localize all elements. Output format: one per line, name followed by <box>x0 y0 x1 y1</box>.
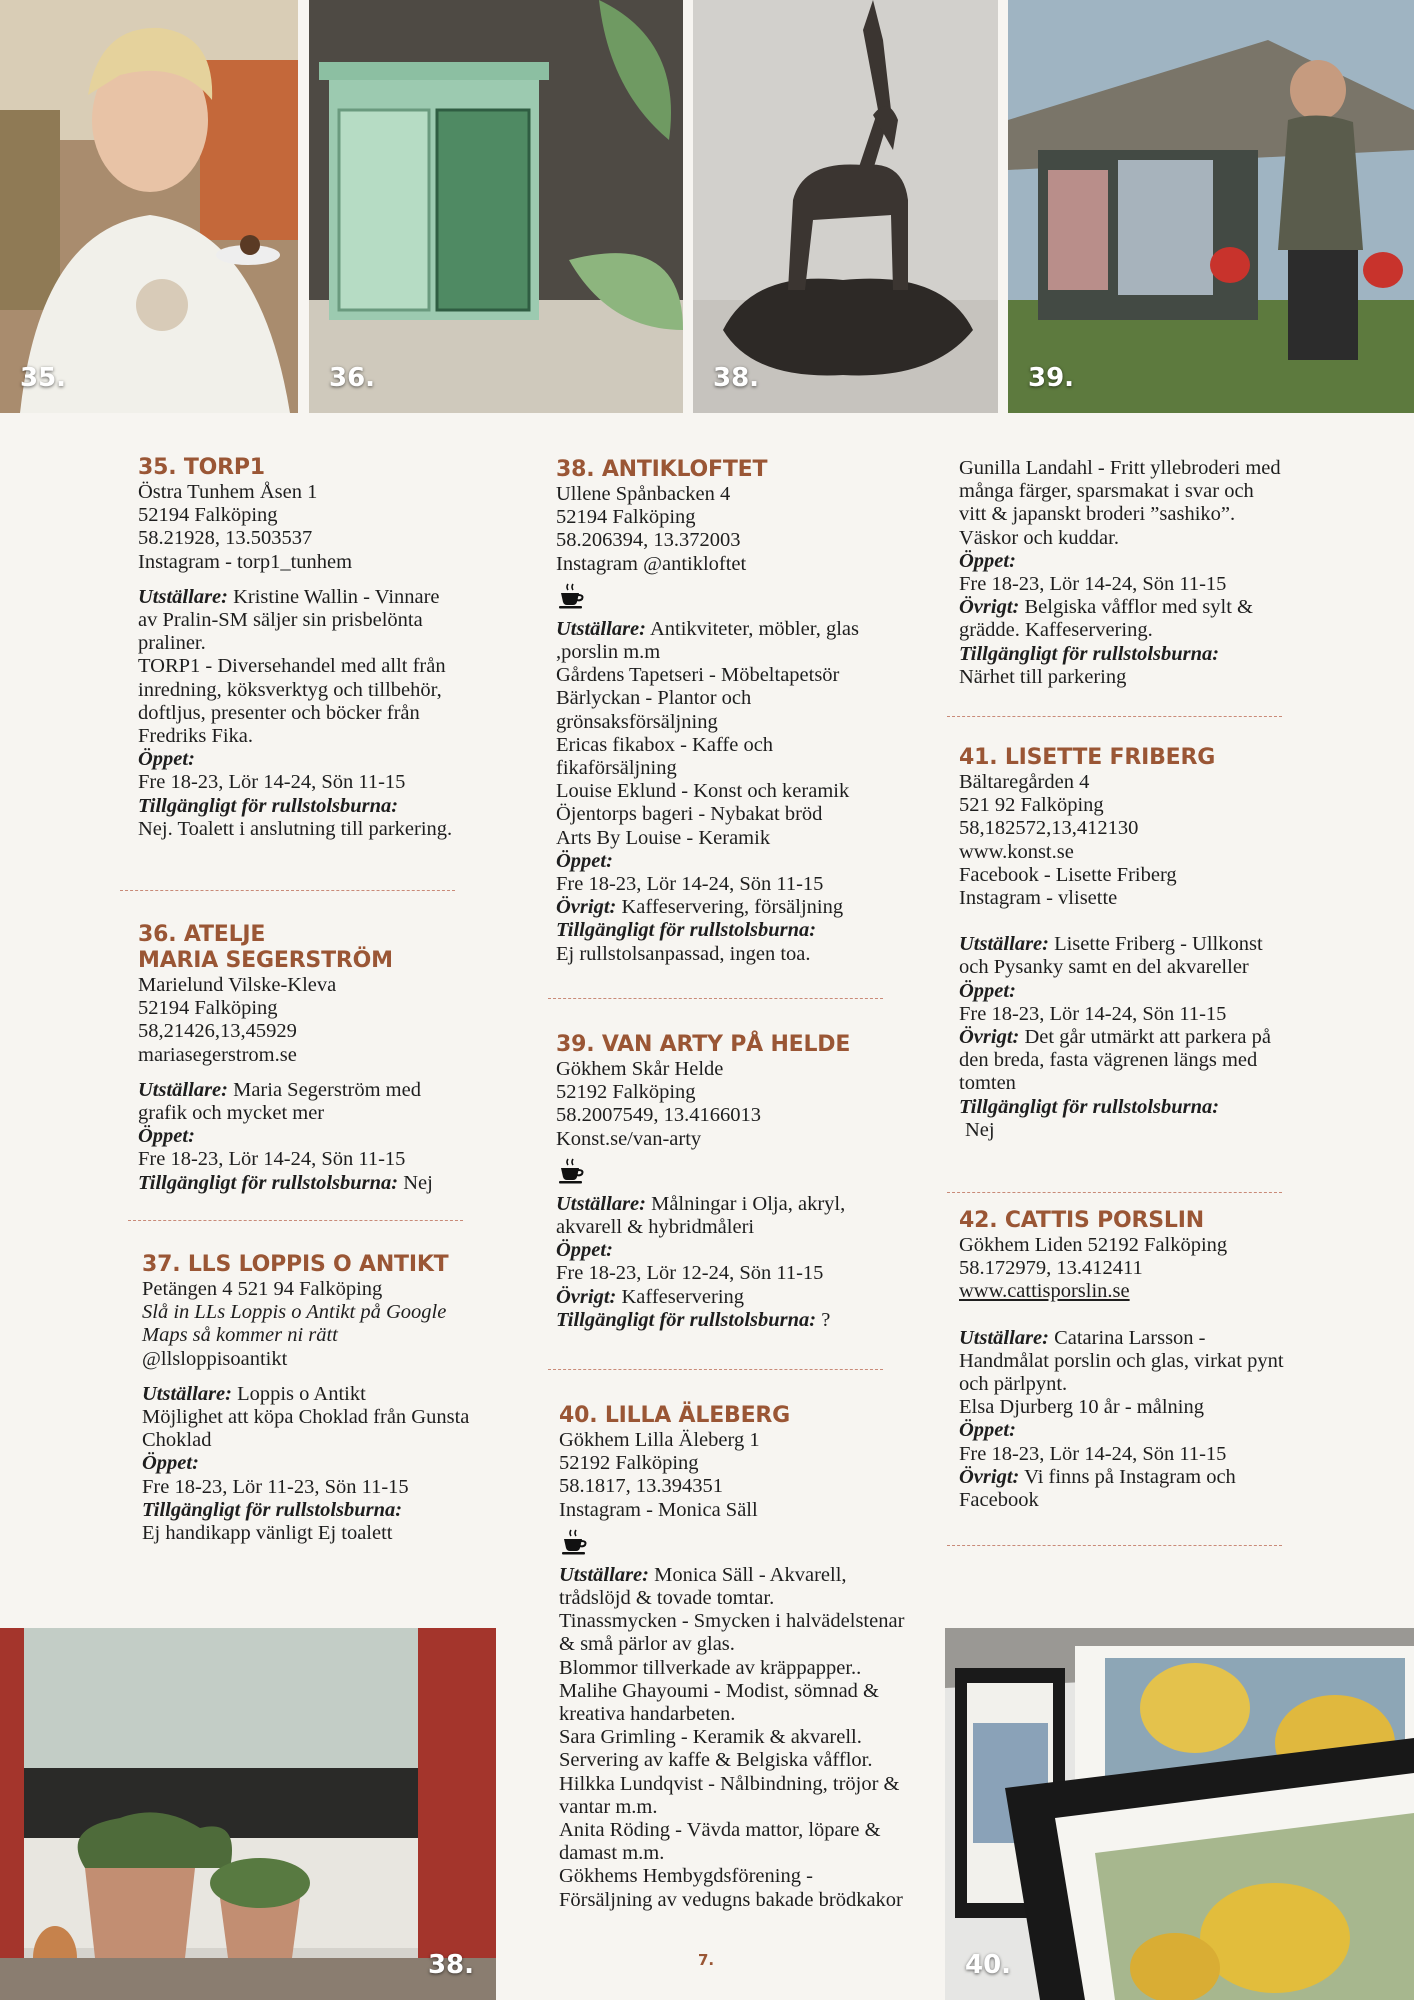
entry-title-line-2: MARIA SEGERSTRÖM <box>138 948 393 973</box>
entry-title: 40. LILLA ÄLEBERG <box>559 1403 791 1428</box>
label-wheelchair: Tillgängligt för rullstolsburna: <box>959 642 1220 665</box>
divider <box>128 1220 463 1221</box>
column-2-b <box>556 1032 896 1332</box>
address-line: 52192 Falköping <box>559 1452 699 1475</box>
divider <box>947 716 1282 717</box>
photo-38-window-cat <box>0 1628 496 2000</box>
divider <box>947 1192 1282 1193</box>
social-link: Facebook - Lisette Friberg <box>959 863 1177 886</box>
extra-text: Blommor tillverkade av kräppapper.. <box>559 1656 862 1679</box>
extra-text: Ericas fikabox - Kaffe och fikaförsäljning <box>556 733 774 780</box>
extra-text: Elsa Djurberg 10 år - målning <box>959 1396 1204 1419</box>
other-info: Övrigt: Vi finns på Instagram och Facebook <box>959 1465 1236 1512</box>
wheelchair-info: Ej handikapp vänligt Ej toalett <box>142 1522 393 1545</box>
wheelchair-info: Nej <box>965 1118 995 1141</box>
divider <box>120 890 455 891</box>
entry-42 <box>959 1208 1284 1512</box>
website: www.konst.se <box>959 840 1074 863</box>
entry-40-continued <box>959 457 1284 689</box>
social-link: Instagram @antikloftet <box>556 552 747 575</box>
label-open: Öppet: <box>959 549 1016 572</box>
page-number: 7. <box>698 1951 715 1969</box>
opening-hours: Fre 18-23, Lör 11-23, Sön 11-15 <box>142 1475 409 1498</box>
label-exhibitor: Utställare: <box>138 585 228 608</box>
coordinates: 58.172979, 13.412411 <box>959 1257 1143 1280</box>
opening-hours: Fre 18-23, Lör 14-24, Sön 11-15 <box>556 873 824 896</box>
address-line: Petängen 4 521 94 Falköping <box>142 1278 383 1300</box>
entry-37 <box>142 1252 472 1545</box>
column-2-c <box>559 1403 909 1912</box>
entry-36 <box>138 922 468 1195</box>
column-1 <box>138 455 458 841</box>
address-line: 52194 Falköping <box>138 997 278 1020</box>
coordinates: 58.2007549, 13.4166013 <box>556 1104 761 1127</box>
extra-text: Arts By Louise - Keramik <box>556 826 771 849</box>
exhibitor-text: Utställare: Lisette Friberg - Ullkonst och Pysanky samt en del akvareller <box>959 933 1263 979</box>
address-line: Gökhem Skår Helde <box>556 1058 724 1080</box>
column-2 <box>556 457 896 966</box>
photo-number: 38. <box>427 1950 474 1980</box>
address-line: Marielund Vilske-Kleva <box>138 974 337 996</box>
column-1-c <box>142 1252 472 1545</box>
extra-text: Hilkka Lundqvist - Nålbindning, tröjor & vantar m.m. <box>559 1772 900 1818</box>
label-open: Öppet: <box>138 1125 195 1148</box>
address-line: Bältaregården 4 <box>959 771 1090 793</box>
opening-hours: Fre 18-23, Lör 14-24, Sön 11-15 <box>959 1442 1227 1465</box>
photo-number: 39. <box>1028 363 1075 393</box>
entry-title: 38. ANTIKLOFTET <box>556 457 768 482</box>
entry-40 <box>559 1403 909 1912</box>
maps-note: Slå in LLs Loppis o Antikt på Google Maps så kommer ni rätt <box>142 1301 447 1347</box>
coffee-cup-icon <box>558 1157 586 1185</box>
divider <box>947 1545 1282 1546</box>
entry-title: 42. CATTIS PORSLIN <box>959 1208 1204 1233</box>
entry-title: 41. LISETTE FRIBERG <box>959 745 1216 770</box>
extra-text: Servering av kaffe & Belgiska våfflor. <box>559 1749 873 1772</box>
exhibitor-text: Utställare: Monica Säll - Akvarell, trådslöjd & tovade tomtar. <box>559 1563 847 1610</box>
opening-hours: Fre 18-23, Lör 14-24, Sön 11-15 <box>959 573 1227 596</box>
exhibitor-text: Utställare: Kristine Wallin - Vinnare av Pralin-SM säljer sin prisbelönta praliner. <box>138 585 440 655</box>
column-3-b <box>959 745 1284 1142</box>
coordinates: 58.21928, 13.503537 <box>138 527 313 550</box>
extra-text: TORP1 - Diversehandel med allt från inredning, köksverktyg och tillbehör, doftljus, presenter och böcker från Fredriks Fika. <box>138 655 446 748</box>
divider <box>548 998 883 999</box>
photo-number: 40. <box>965 1950 1012 1980</box>
exhibitor-text: Utställare: Catarina Larsson - Handmålat porslin och glas, virkat pynt och pärlpynt. <box>959 1326 1284 1396</box>
divider <box>548 1369 883 1370</box>
extra-text: Bärlyckan - Plantor och grönsaksförsäljning <box>556 687 752 733</box>
entry-title: 39. VAN ARTY PÅ HELDE <box>556 1032 851 1057</box>
other-info: Övrigt: Belgiska våfflor med sylt & grädde. Kaffeservering. <box>959 596 1253 642</box>
opening-hours: Fre 18-23, Lör 14-24, Sön 11-15 <box>959 1002 1227 1025</box>
coordinates: 58,182572,13,412130 <box>959 817 1139 840</box>
exhibitor-text: Utställare: Antikviteter, möbler, glas ,porslin m.m <box>556 617 859 664</box>
column-3-c <box>959 1208 1284 1512</box>
label-wheelchair: Tillgängligt för rullstolsburna: <box>142 1498 403 1521</box>
extra-text: Anita Röding - Vävda mattor, löpare & damast m.m. <box>559 1819 881 1865</box>
extra-text: Möjlighet att köpa Choklad från Gunsta Choklad <box>142 1406 470 1452</box>
extra-text: Gunilla Landahl - Fritt yllebroderi med många färger, sparsmakat i svar och vitt & japanskt broderi ”sashiko”. Väskor och kuddar. <box>959 457 1281 549</box>
extra-text: Tinassmycken - Smycken i halvädelstenar & små pärlor av glas. <box>559 1610 905 1656</box>
wheelchair-info: Tillgängligt för rullstolsburna: ? <box>556 1308 831 1331</box>
website-link[interactable]: www.cattisporslin.se <box>959 1280 1130 1303</box>
entry-39 <box>556 1032 896 1332</box>
photo-39-greenhouse-artist <box>1008 0 1414 413</box>
photo-35-chocolatier <box>0 0 298 413</box>
label-open: Öppet: <box>556 1239 613 1262</box>
label-open: Öppet: <box>959 1419 1016 1442</box>
address-line: 52194 Falköping <box>556 506 696 529</box>
entry-35 <box>138 455 458 841</box>
entry-title: 37. LLS LOPPIS O ANTIKT <box>142 1252 449 1277</box>
social-link: Instagram - vlisette <box>959 887 1118 910</box>
wheelchair-info: Närhet till parkering <box>959 665 1127 688</box>
label-open: Öppet: <box>959 979 1016 1002</box>
address-line: Östra Tunhem Åsen 1 <box>138 481 318 503</box>
coordinates: 58.1817, 13.394351 <box>559 1475 723 1498</box>
social-link: Instagram - torp1_tunhem <box>138 550 353 573</box>
exhibitor-text: Utställare: Loppis o Antikt <box>142 1382 366 1405</box>
address-line: 52192 Falköping <box>556 1081 696 1104</box>
coffee-cup-icon <box>561 1528 589 1556</box>
label-wheelchair: Tillgängligt för rullstolsburna: <box>138 794 399 817</box>
address-line: 521 92 Falköping <box>959 794 1104 817</box>
entry-title: 35. TORP1 <box>138 455 265 480</box>
entry-title: 36. ATELJE <box>138 922 266 947</box>
column-1-b <box>138 922 468 1195</box>
address-line: Gökhem Lilla Äleberg 1 <box>559 1429 760 1451</box>
label-open: Öppet: <box>138 748 195 771</box>
photo-number: 36. <box>329 363 376 393</box>
wheelchair-info: Ej rullstolsanpassad, ingen toa. <box>556 942 811 965</box>
label-wheelchair: Tillgängligt för rullstolsburna: <box>959 1095 1220 1118</box>
opening-hours: Fre 18-23, Lör 14-24, Sön 11-15 <box>138 771 406 794</box>
other-info: Övrigt: Det går utmärkt att parkera på den breda, fasta vägrenen längs med tomten <box>959 1026 1271 1095</box>
social-link: Instagram - Monica Säll <box>559 1498 758 1521</box>
photo-38-deer-sculpture <box>693 0 998 413</box>
label-open: Öppet: <box>142 1452 199 1475</box>
coordinates: 58.206394, 13.372003 <box>556 529 741 552</box>
exhibitor-text: Utställare: Målningar i Olja, akryl, akvarell & hybridmåleri <box>556 1192 846 1239</box>
wheelchair-info: Tillgängligt för rullstolsburna: Nej <box>138 1171 433 1194</box>
photo-36-painted-cabinet <box>309 0 683 413</box>
opening-hours: Fre 18-23, Lör 14-24, Sön 11-15 <box>138 1148 406 1171</box>
label-wheelchair: Tillgängligt för rullstolsburna: <box>556 919 817 942</box>
other-info: Övrigt: Kaffeservering <box>556 1285 745 1308</box>
label-open: Öppet: <box>556 849 613 872</box>
address-line: Ullene Spånbacken 4 <box>556 483 731 505</box>
coordinates: 58,21426,13,45929 <box>138 1020 297 1043</box>
photo-number: 35. <box>20 363 67 393</box>
extra-text: Louise Eklund - Konst och keramik <box>556 780 850 803</box>
social-link: @llsloppisoantikt <box>142 1347 288 1370</box>
entry-41 <box>959 745 1284 1142</box>
coffee-cup-icon <box>558 582 586 610</box>
website: Konst.se/van-arty <box>556 1127 702 1150</box>
address-line: 52194 Falköping <box>138 504 278 527</box>
column-3 <box>959 457 1284 689</box>
extra-text: Gökhems Hembygdsförening - Försäljning av vedugns bakade brödkakor <box>559 1865 903 1911</box>
wheelchair-info: Nej. Toalett i anslutning till parkering. <box>138 817 453 840</box>
extra-text: Öjentorps bageri - Nybakat bröd <box>556 803 823 826</box>
extra-text: Malihe Ghayoumi - Modist, sömnad & kreativa handarbeten. <box>559 1679 880 1726</box>
address-line: Gökhem Liden 52192 Falköping <box>959 1234 1228 1256</box>
other-info: Övrigt: Kaffeservering, försäljning <box>556 896 844 919</box>
photo-number: 38. <box>713 363 760 393</box>
website: mariasegerstrom.se <box>138 1043 297 1066</box>
opening-hours: Fre 18-23, Lör 12-24, Sön 11-15 <box>556 1262 824 1285</box>
entry-38 <box>556 457 896 966</box>
exhibitor-text: Utställare: Maria Segerström med grafik och mycket mer <box>138 1078 421 1125</box>
extra-text: Gårdens Tapetseri - Möbeltapetsör <box>556 664 840 687</box>
extra-text: Sara Grimling - Keramik & akvarell. <box>559 1726 862 1749</box>
photo-40-watercolors <box>945 1628 1414 2000</box>
